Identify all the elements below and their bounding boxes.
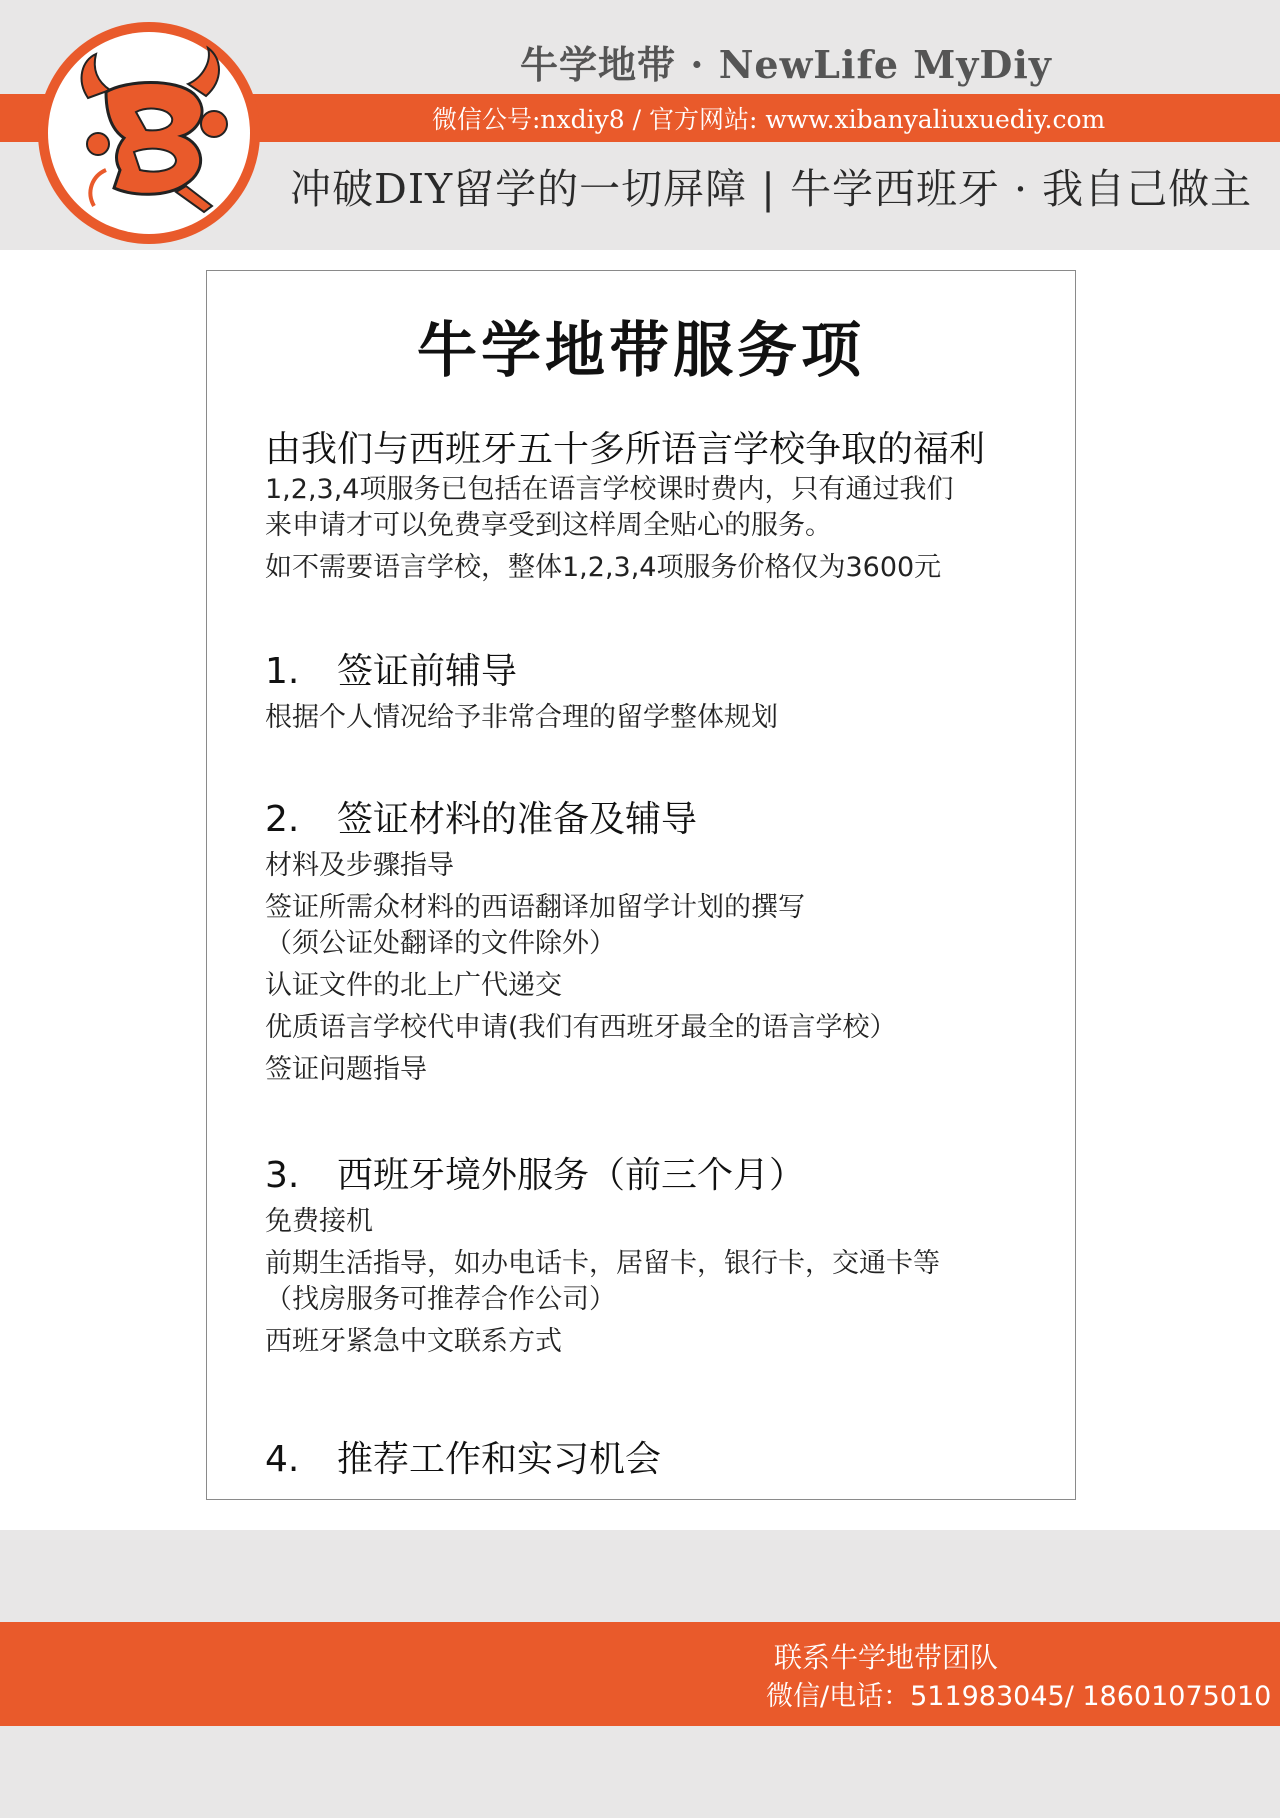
section-item: 签证问题指导 — [265, 1054, 427, 1085]
intro-line: 来申请才可以免费享受到这样周全贴心的服务。 — [265, 510, 832, 541]
section-number: 2. — [265, 799, 300, 840]
section-item: 签证所需众材料的西语翻译加留学计划的撰写 — [265, 892, 805, 923]
section-title-text: 西班牙境外服务（前三个月） — [337, 1155, 806, 1196]
intro-line: 1,2,3,4项服务已包括在语言学校课时费内，只有通过我们 — [265, 474, 954, 505]
document-title: 牛学地带服务项 — [417, 316, 865, 386]
section-item: 根据个人情况给予非常合理的留学整体规划 — [265, 702, 778, 733]
section-title-text: 签证前辅导 — [337, 651, 518, 692]
intro-heading: 由我们与西班牙五十多所语言学校争取的福利 — [265, 429, 986, 470]
section-number: 3. — [265, 1155, 300, 1196]
bull-logo-icon — [36, 20, 262, 246]
slogan: 冲破DIY留学的一切屏障 | 牛学西班牙 · 我自己做主 — [290, 165, 1253, 213]
intro-line: 如不需要语言学校，整体1,2,3,4项服务价格仅为3600元 — [265, 552, 942, 583]
section-number: 4. — [265, 1439, 300, 1480]
section-item: 免费接机 — [265, 1206, 373, 1237]
section-title-text: 签证材料的准备及辅导 — [337, 799, 698, 840]
brand-title: 牛学地带 · NewLife MyDiy — [520, 42, 1052, 87]
section-item: 优质语言学校代申请(我们有西班牙最全的语言学校） — [265, 1012, 897, 1043]
section-item: 西班牙紧急中文联系方式 — [265, 1326, 562, 1357]
footer-heading: 联系牛学地带团队 — [774, 1641, 999, 1674]
section-1-title — [265, 643, 517, 694]
section-item: （找房服务可推荐合作公司） — [265, 1284, 616, 1315]
section-3-title — [265, 1147, 805, 1198]
services-box — [206, 270, 1076, 1500]
header-contact-line: 微信公号:nxdiy8 / 官方网站: www.xibanyaliuxuediy.com — [432, 105, 1106, 134]
section-4-title — [265, 1431, 661, 1482]
section-item: 前期生活指导，如办电话卡，居留卡，银行卡，交通卡等 — [265, 1248, 940, 1279]
section-2-title — [265, 791, 697, 842]
section-number: 1. — [265, 651, 300, 692]
section-item: 认证文件的北上广代递交 — [265, 970, 562, 1001]
footer-phone: 微信/电话：511983045/ 18601075010 — [766, 1681, 1272, 1712]
section-item: 材料及步骤指导 — [265, 850, 454, 881]
section-title-text: 推荐工作和实习机会 — [337, 1439, 662, 1480]
section-item: （须公证处翻译的文件除外） — [265, 928, 616, 959]
